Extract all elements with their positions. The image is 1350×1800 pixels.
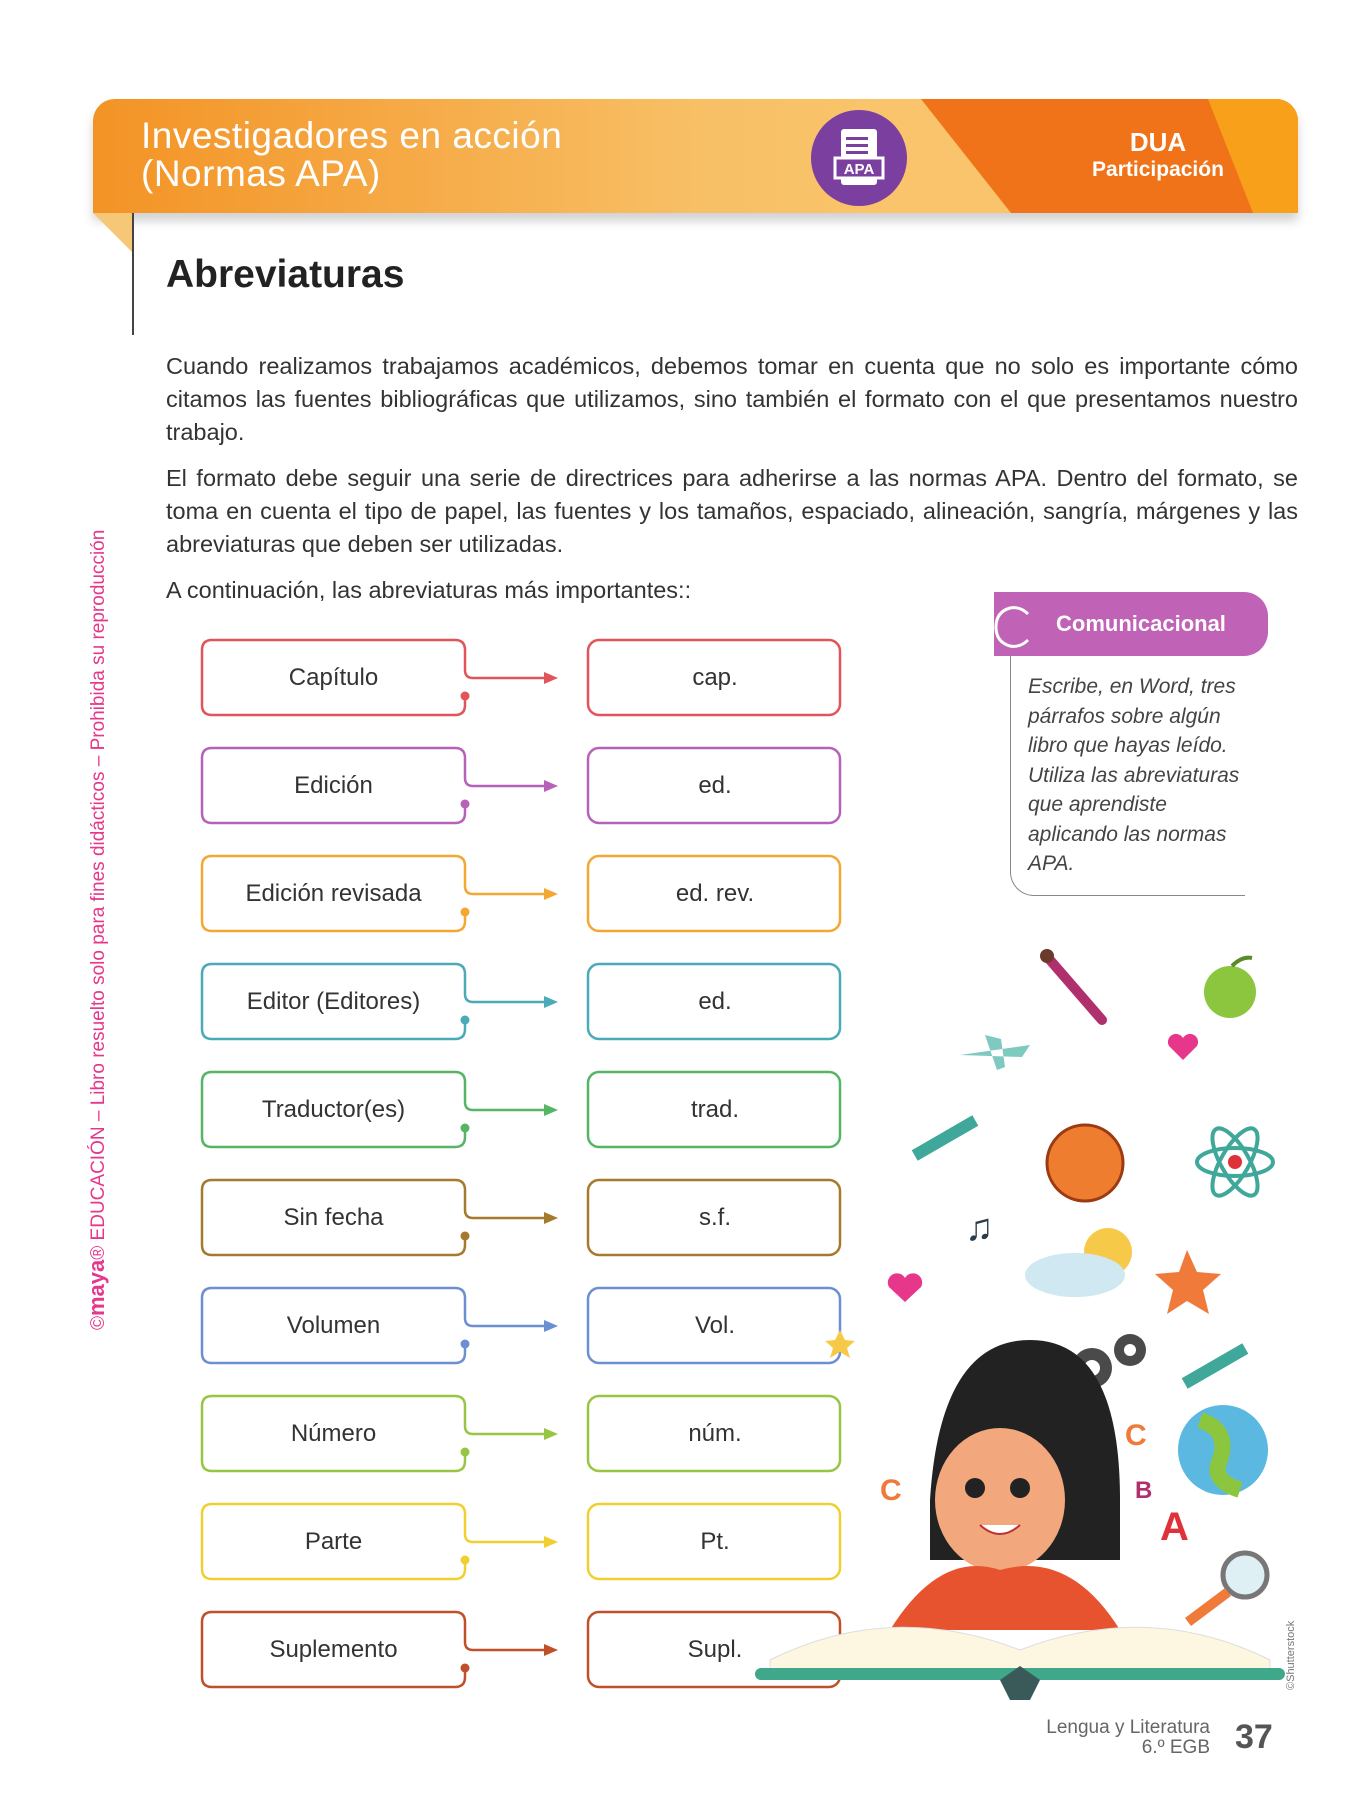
apa-label: APA	[843, 161, 875, 178]
image-credit: ©Shutterstock	[1285, 1620, 1297, 1690]
paragraph-1: Cuando realizamos trabajamos académicos, debemos tomar en cuenta que no solo es importante cómo citamos las fuentes bibliográficas que utilizamos, sino también el formato con el que presentamos nuestro trabajo.	[166, 353, 1298, 445]
heart-icon-2	[888, 1273, 922, 1302]
paragraph-2: El formato debe seguir una serie de directrices para adherirse a las normas APA. Dentro del formato, se toma en cuenta el tipo de papel, las fuentes y los tamaños, espaciado, alineación, sangría, márgenes y las abreviaturas que deben ser utilizadas.	[166, 465, 1298, 557]
term-label: Editor (Editores)	[246, 988, 421, 1015]
letter-c-icon: C	[1125, 1419, 1147, 1452]
pencil-icon	[912, 1115, 979, 1160]
arrow-head-icon	[544, 1320, 558, 1332]
term-label: Traductor(es)	[261, 1096, 406, 1123]
basketball-icon	[1047, 1125, 1123, 1201]
dua-title: DUA	[1129, 127, 1187, 157]
term-label: Sin fecha	[283, 1204, 384, 1231]
paragraph-3: A continuación, las abreviaturas más importantes::	[166, 577, 692, 603]
term-label: Edición	[294, 772, 373, 799]
abbreviation-label: Vol.	[694, 1312, 736, 1339]
letter-b-icon: B	[1135, 1477, 1153, 1504]
comunicacional-header	[994, 592, 1268, 656]
section-title: Abreviaturas	[166, 253, 405, 296]
abbreviation-label: ed.	[698, 772, 732, 799]
arrow-head-icon	[544, 1536, 558, 1548]
abbreviation-label: trad.	[690, 1096, 740, 1123]
abbreviation-label: núm.	[688, 1420, 742, 1447]
open-book	[755, 1627, 1285, 1700]
dua-subtitle: Participación	[1092, 158, 1224, 181]
copyright-note: ©maya® EDUCACIÓN – Libro resuelto solo para fines didácticos – Prohibida su reproducción	[84, 529, 109, 1330]
term-label: Edición revisada	[245, 880, 422, 907]
arrow-head-icon	[544, 1212, 558, 1224]
c-logo-icon	[990, 602, 1040, 652]
header-banner	[93, 99, 1298, 213]
term-label: Parte	[304, 1528, 363, 1555]
term-label: Número	[290, 1420, 377, 1447]
abbreviation-label: ed. rev.	[675, 880, 755, 907]
girl-figure	[890, 1340, 1120, 1630]
airplane-icon	[960, 1035, 1030, 1070]
atom-icon	[1197, 1122, 1273, 1202]
letter-c-icon-2: C	[880, 1474, 902, 1507]
heart-icon	[1168, 1034, 1198, 1060]
page-title	[141, 117, 562, 193]
abbreviation-label: Supl.	[687, 1636, 743, 1663]
banner-fold	[93, 213, 133, 253]
divider	[132, 213, 134, 335]
comunicacional-text: Escribe, en Word, tres párrafos sobre algún libro que hayas leído. Utiliza las abreviaturas que aprendiste aplicando las normas APA.	[1010, 656, 1245, 896]
abbreviation-row	[200, 854, 860, 934]
pencil-icon-2	[1182, 1343, 1249, 1388]
arrow-head-icon	[544, 1644, 558, 1656]
abbreviation-label: Pt.	[700, 1528, 730, 1555]
abbreviation-label: ed.	[698, 988, 732, 1015]
arrow-head-icon	[544, 888, 558, 900]
term-label: Suplemento	[269, 1636, 398, 1663]
paintbrush-icon	[1040, 949, 1102, 1020]
arrow-head-icon	[544, 672, 558, 684]
abbreviation-row	[200, 638, 860, 718]
starfish-icon	[1155, 1250, 1221, 1314]
reading-girl-illustration	[740, 940, 1300, 1710]
magnifier-icon	[1188, 1553, 1267, 1622]
subject-label: Lengua y Literatura	[1046, 1717, 1210, 1738]
apa-document-icon	[811, 110, 907, 206]
arrow-head-icon	[544, 780, 558, 792]
copyright-text: EDUCACIÓN – Libro resuelto solo para fines didácticos – Prohibida su reproducción	[88, 529, 109, 1241]
term-label: Volumen	[286, 1312, 381, 1339]
page-number: 37	[1235, 1718, 1273, 1756]
comunicacional-title: Comunicacional	[1056, 611, 1226, 636]
star-icon	[825, 1330, 855, 1358]
abbreviation-label: cap.	[692, 664, 738, 691]
arrow-head-icon	[544, 1428, 558, 1440]
abbreviation-label: s.f.	[698, 1204, 731, 1231]
arrow-head-icon	[544, 996, 558, 1008]
letter-a-icon: A	[1160, 1505, 1189, 1549]
arrow-head-icon	[544, 1104, 558, 1116]
dua-label	[1083, 127, 1233, 183]
title-line-1: Investigadores en acción	[141, 115, 563, 156]
music-note-icon: ♫	[965, 1207, 994, 1249]
brand-logo: maya	[84, 1259, 109, 1316]
grade-label: 6.º EGB	[1141, 1737, 1210, 1758]
title-line-2: (Normas APA)	[141, 153, 381, 194]
apple-icon	[1204, 958, 1256, 1018]
cloud-icon	[1025, 1253, 1125, 1297]
abbreviation-row	[200, 746, 860, 826]
footer-subject	[1046, 1718, 1210, 1758]
term-label: Capítulo	[288, 664, 379, 691]
